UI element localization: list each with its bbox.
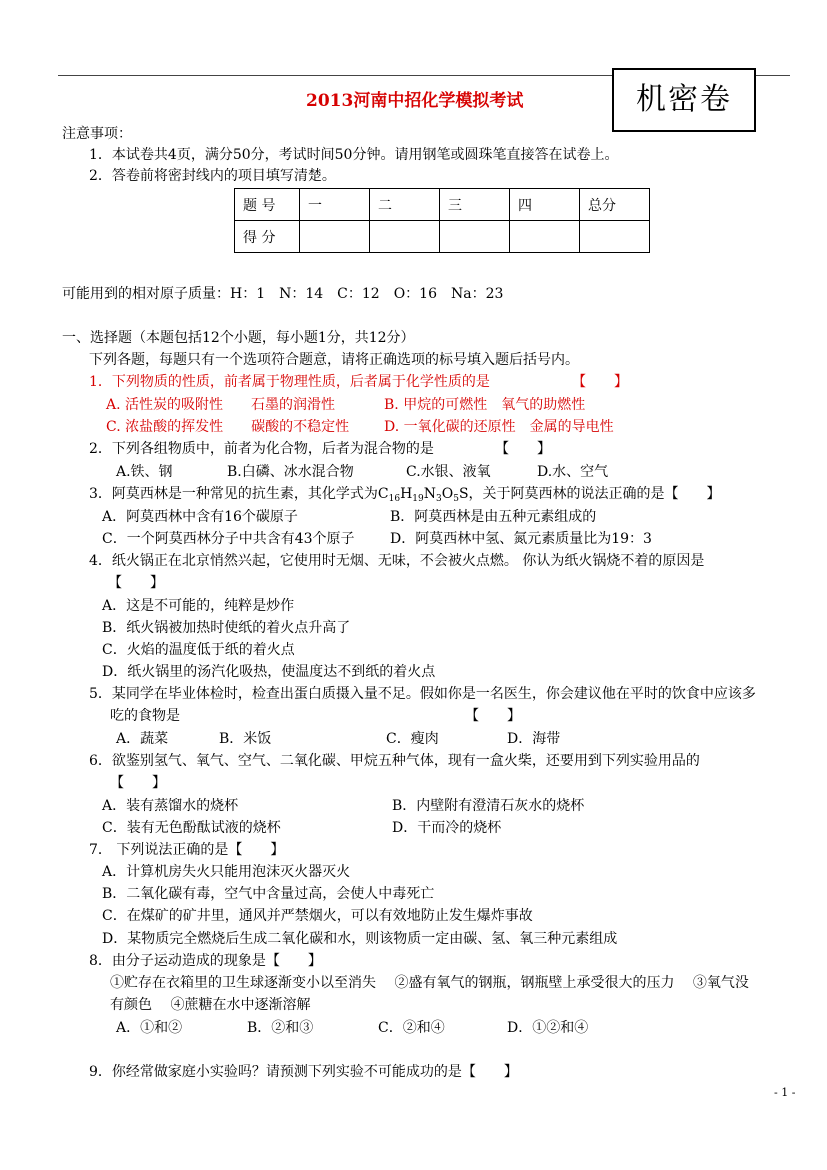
q5-option-a: A．蔬菜 xyxy=(116,731,169,747)
score-cell: 二 xyxy=(370,189,440,221)
q4-option-b: B．纸火锅被加热时使纸的着火点升高了 xyxy=(102,620,351,636)
score-table-row xyxy=(235,221,650,253)
notice-heading: 注意事项： xyxy=(62,126,132,142)
score-input-cell[interactable] xyxy=(580,221,650,253)
q7-option-a: A．计算机房失火只能用泡沫灭火器灭火 xyxy=(102,864,351,880)
q5-option-b: B．米饭 xyxy=(219,731,272,747)
q6-answer-bracket[interactable]: 【 】 xyxy=(110,775,166,791)
q2-stem: 2．下列各组物质中，前者为化合物，后者为混合物的是 xyxy=(89,441,434,457)
page-number: - 1 - xyxy=(774,1086,796,1099)
q1-option-c: C. 浓盐酸的挥发性 碳酸的不稳定性 xyxy=(106,419,350,435)
score-cell: 一 xyxy=(300,189,370,221)
score-input-cell[interactable] xyxy=(510,221,580,253)
q6-option-c: C．装有无色酚酞试液的烧杯 xyxy=(102,820,281,836)
score-table-row xyxy=(235,189,650,221)
q2-option-c: C.水银、液氧 xyxy=(406,464,491,480)
score-cell: 四 xyxy=(510,189,580,221)
score-input-cell[interactable] xyxy=(440,221,510,253)
q4-option-c: C．火焰的温度低于纸的着火点 xyxy=(102,642,295,658)
q1-option-b: B. 甲烷的可燃性 氧气的助燃性 xyxy=(384,397,586,413)
q3-stem xyxy=(89,484,721,504)
q7-stem: 7． 下列说法正确的是【 】 xyxy=(89,842,285,858)
q2-option-a: A.铁、钢 xyxy=(116,464,173,480)
q3-element: N xyxy=(423,486,436,502)
q3-subscript: 16 xyxy=(388,494,401,504)
q3-option-b: B．阿莫西林是由五种元素组成的 xyxy=(390,509,597,525)
q4-option-a: A．这是不可能的，纯粹是炒作 xyxy=(102,598,295,614)
q9-stem: 9．你经常做家庭小实验吗？请预测下列实验不可能成功的是【 】 xyxy=(89,1064,518,1080)
section-heading: 一、选择题（本题包括12个小题，每小题1分，共12分） xyxy=(62,330,415,346)
q5-stem-continued: 吃的食物是 xyxy=(110,708,180,724)
q2-option-d: D.水、空气 xyxy=(537,464,609,480)
score-cell: 题 号 xyxy=(235,189,300,221)
q2-option-b: B.白磷、冰水混合物 xyxy=(227,464,354,480)
score-input-cell[interactable] xyxy=(300,221,370,253)
score-cell: 总分 xyxy=(580,189,650,221)
q3-subscript: 19 xyxy=(412,494,424,504)
q5-option-c: C．瘦肉 xyxy=(386,731,439,747)
q1-option-a: A. 活性炭的吸附性 石墨的润滑性 xyxy=(106,397,336,413)
q3-option-c: C．一个阿莫西林分子中共含有43个原子 xyxy=(102,531,355,547)
score-cell: 三 xyxy=(440,189,510,221)
q1-stem: 1．下列物质的性质，前者属于物理性质，后者属于化学性质的是 xyxy=(89,374,490,390)
q7-option-b: B．二氧化碳有毒，空气中含量过高，会使人中毒死亡 xyxy=(102,886,435,902)
q8-option-a: A．①和② xyxy=(116,1020,183,1036)
q8-stem: 8．由分子运动造成的现象是【 】 xyxy=(89,953,322,969)
q6-option-d: D．干而冷的烧杯 xyxy=(392,820,502,836)
q5-stem: 5．某同学在毕业体检时，检查出蛋白质摄入量不足。假如你是一名医生，你会建议他在平时的饮食中应该多 xyxy=(89,686,756,702)
q8-option-d: D．①②和④ xyxy=(507,1020,589,1036)
q5-answer-bracket[interactable]: 【 】 xyxy=(465,708,521,724)
score-input-cell[interactable] xyxy=(370,221,440,253)
q3-element: H xyxy=(400,486,413,502)
q3-subscript: 5 xyxy=(453,494,459,504)
q3-option-a: A．阿莫西林中含有16个碳原子 xyxy=(102,509,298,525)
q6-stem: 6．欲鉴别氢气、氧气、空气、二氧化碳、甲烷五种气体，现有一盒火柴，还要用到下列实验用品的 xyxy=(89,753,700,769)
q3-stem-text: 3．阿莫西林是一种常见的抗生素，其化学式为C xyxy=(89,486,389,502)
q6-option-a: A．装有蒸馏水的烧杯 xyxy=(102,798,239,814)
q7-option-c: C．在煤矿的矿井里，通风并严禁烟火，可以有效地防止发生爆炸事故 xyxy=(102,908,533,924)
q8-statements-line1: ①贮存在衣箱里的卫生球逐渐变小以至消失 ②盛有氧气的钢瓶，钢瓶壁上承受很大的压力 ③氧气没 xyxy=(110,975,749,991)
q1-answer-bracket[interactable]: 【 】 xyxy=(572,374,628,390)
page-title: 2013河南中招化学模拟考试 xyxy=(306,91,524,111)
q5-option-d: D．海带 xyxy=(507,731,561,747)
q3-stem-text: S，关于阿莫西林的说法正确的是【 】 xyxy=(458,486,721,502)
q4-answer-bracket[interactable]: 【 】 xyxy=(108,575,164,591)
q8-statements-line2: 有颜色 ④蔗糖在水中逐渐溶解 xyxy=(110,997,311,1013)
score-table xyxy=(234,188,650,253)
q3-subscript: 3 xyxy=(436,494,442,504)
atomic-mass-line: 可能用到的相对原子质量：H：1 N：14 C：12 O：16 Na：23 xyxy=(62,286,504,302)
q6-option-b: B．内壁附有澄清石灰水的烧杯 xyxy=(392,798,585,814)
notice-item-1: 1．本试卷共4页，满分50分，考试时间50分钟。请用钢笔或圆珠笔直接答在试卷上。 xyxy=(89,147,619,163)
q8-option-c: C．②和④ xyxy=(378,1020,445,1036)
section-instruction: 下列各题，每题只有一个选项符合题意，请将正确选项的标号填入题后括号内。 xyxy=(89,352,579,368)
q8-option-b: B．②和③ xyxy=(247,1020,314,1036)
notice-item-2: 2．答卷前将密封线内的项目填写清楚。 xyxy=(89,168,336,184)
q3-element: O xyxy=(441,486,454,502)
q7-option-d: D．某物质完全燃烧后生成二氧化碳和水，则该物质一定由碳、氢、氧三种元素组成 xyxy=(102,931,618,947)
q1-option-d: D. 一氧化碳的还原性 金属的导电性 xyxy=(384,419,614,435)
q2-answer-bracket[interactable]: 【 】 xyxy=(495,441,551,457)
q4-stem: 4．纸火锅正在北京悄然兴起，它使用时无烟、无味，不会被火点燃。 你认为纸火锅烧不着的原因是 xyxy=(89,553,705,569)
q3-option-d: D．阿莫西林中氢、氮元素质量比为19：3 xyxy=(390,531,652,547)
score-cell: 得 分 xyxy=(235,221,300,253)
confidential-stamp: 机密卷 xyxy=(612,68,756,132)
q4-option-d: D．纸火锅里的汤汽化吸热，使温度达不到纸的着火点 xyxy=(102,664,436,680)
